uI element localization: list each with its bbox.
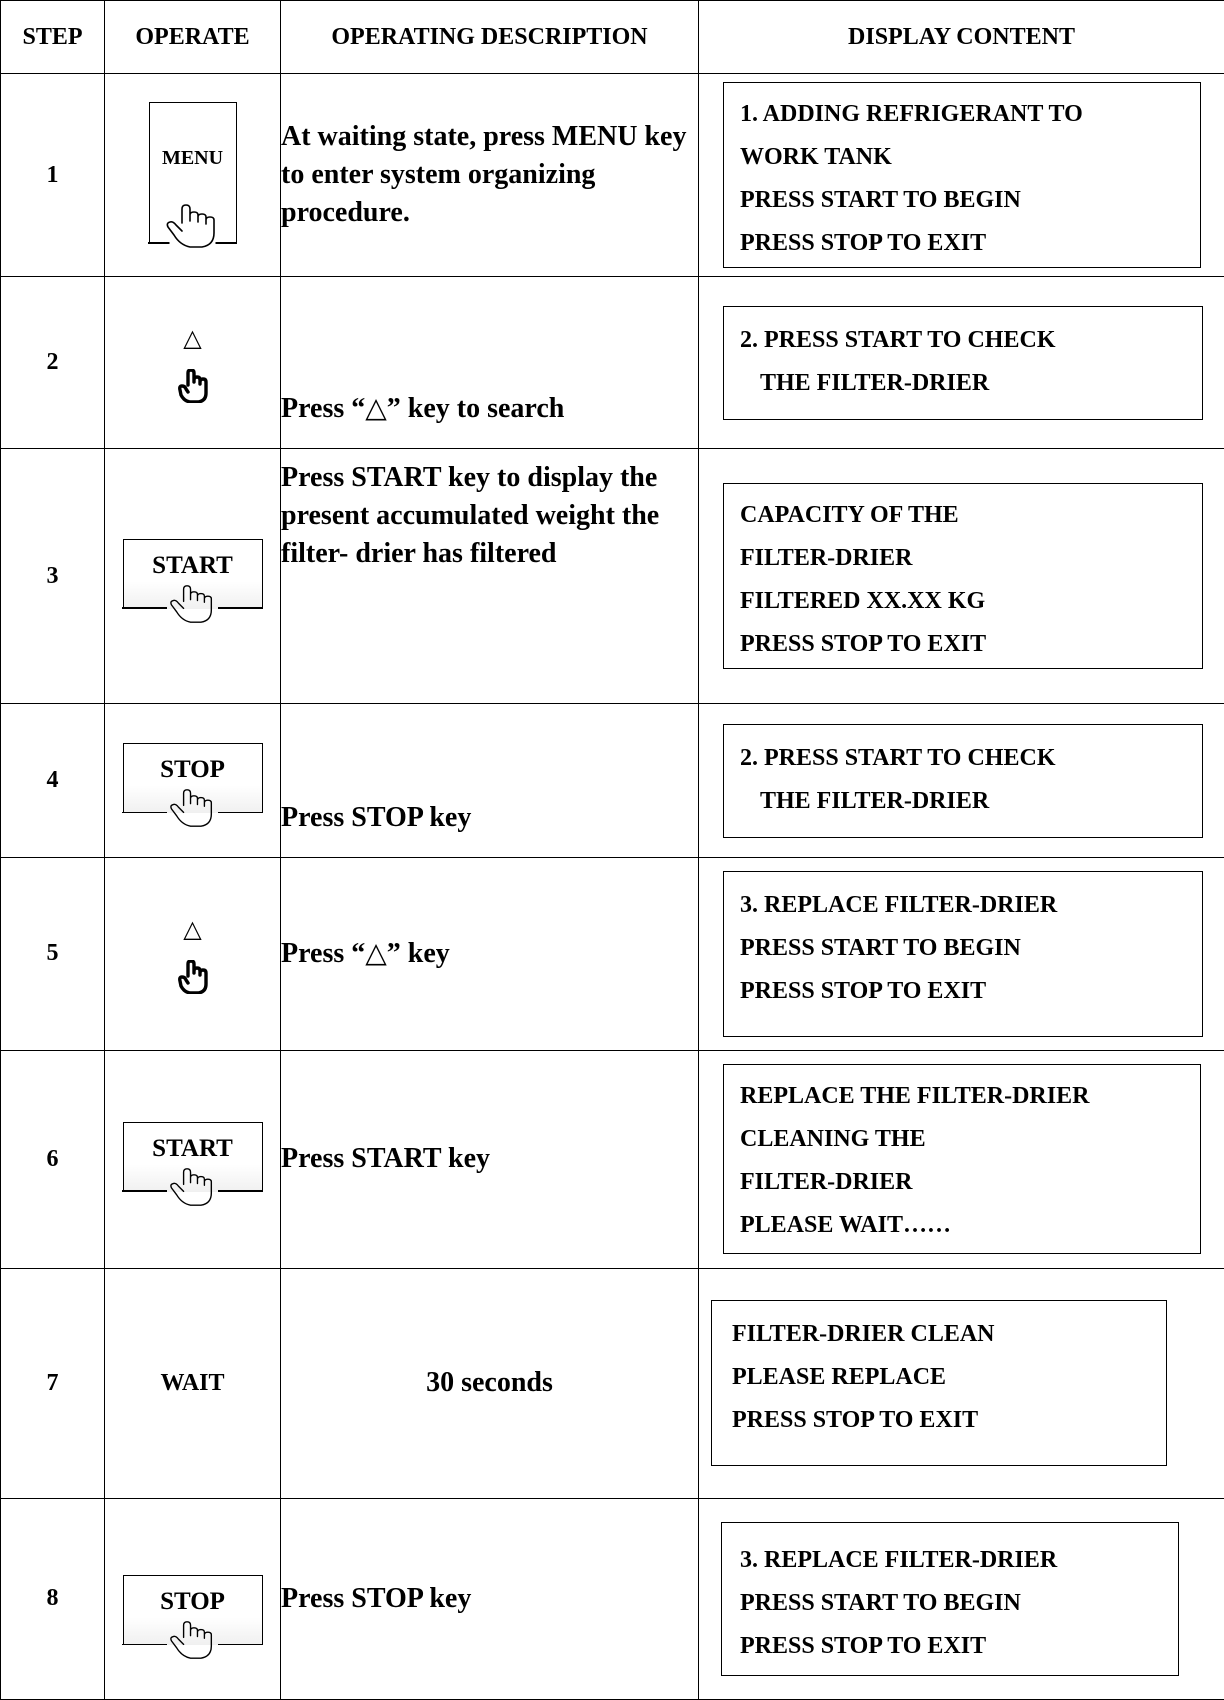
key-label: STOP <box>160 1588 225 1616</box>
display-line: PRESS STOP TO EXIT <box>740 230 987 257</box>
table-row <box>1 1050 1224 1268</box>
display-line: 2. PRESS START TO CHECK <box>740 744 1056 771</box>
operate-cell <box>105 449 281 704</box>
table-row <box>1 1268 1224 1498</box>
operate-cell <box>105 857 281 1050</box>
step-number: 2 <box>1 277 105 449</box>
description-cell: At waiting state, press MENU key to enter system organizing procedure. <box>281 74 699 277</box>
description-cell: Press “△” key to search <box>281 277 699 449</box>
wait-label: WAIT <box>160 1369 225 1396</box>
display-line: REPLACE THE FILTER-DRIER <box>740 1083 1090 1110</box>
operate-cell <box>105 1050 281 1268</box>
display-cell <box>699 1268 1224 1498</box>
table-row <box>1 74 1224 277</box>
hand-press-icon <box>168 1616 220 1664</box>
step-number: 7 <box>1 1268 105 1498</box>
display-cell <box>699 449 1224 704</box>
display-cell <box>699 277 1224 449</box>
stop-key-button[interactable] <box>123 743 263 813</box>
display-line: PRESS START TO BEGIN <box>740 1589 1021 1616</box>
menu-key-button[interactable] <box>149 102 237 244</box>
display-line: THE FILTER-DRIER <box>760 787 990 814</box>
display-line: PRESS STOP TO EXIT <box>740 1632 987 1659</box>
display-line: 2. PRESS START TO CHECK <box>740 326 1056 353</box>
display-cell <box>699 1498 1224 1699</box>
display-line: 3. REPLACE FILTER-DRIER <box>740 891 1058 918</box>
display-line: PRESS STOP TO EXIT <box>740 977 987 1004</box>
pointing-hand-icon <box>178 369 208 403</box>
step-number: 5 <box>1 857 105 1050</box>
display-line: WORK TANK <box>740 144 892 171</box>
hand-press-icon <box>168 580 220 628</box>
header-display: DISPLAY CONTENT <box>699 1 1224 74</box>
display-line: 1. ADDING REFRIGERANT TO <box>740 101 1083 128</box>
step-number: 3 <box>1 449 105 704</box>
start-key-button[interactable] <box>123 539 263 609</box>
display-line: FILTER-DRIER <box>740 545 913 572</box>
display-line: FILTER-DRIER <box>740 1169 913 1196</box>
display-screen <box>723 483 1203 669</box>
description-cell: 30 seconds <box>281 1268 699 1498</box>
display-line: PLEASE WAIT…… <box>740 1212 951 1239</box>
step-number: 8 <box>1 1498 105 1699</box>
pointing-hand-icon <box>178 960 208 994</box>
display-screen <box>723 306 1203 420</box>
display-screen <box>723 1064 1201 1254</box>
display-line: FILTERED XX.XX KG <box>740 588 986 615</box>
hand-press-icon <box>164 203 224 249</box>
key-label: START <box>152 1134 233 1162</box>
display-line: 3. REPLACE FILTER-DRIER <box>740 1546 1058 1573</box>
header-step: STEP <box>1 1 105 74</box>
operate-cell <box>105 1268 281 1498</box>
display-line: FILTER-DRIER CLEAN <box>732 1321 995 1348</box>
operate-cell <box>105 74 281 277</box>
up-arrow-key-symbol[interactable]: △ <box>183 323 202 352</box>
key-label: MENU <box>161 146 224 169</box>
display-screen <box>721 1522 1179 1676</box>
description-cell: Press “△” key <box>281 857 699 1050</box>
display-line: CAPACITY OF THE <box>740 502 959 529</box>
display-cell <box>699 1050 1224 1268</box>
description-cell: Press START key <box>281 1050 699 1268</box>
up-arrow-key-symbol[interactable]: △ <box>183 914 202 943</box>
table-row <box>1 449 1224 704</box>
step-number: 1 <box>1 74 105 277</box>
step-number: 4 <box>1 704 105 857</box>
display-screen <box>723 871 1203 1037</box>
display-line: PRESS START TO BEGIN <box>740 934 1021 961</box>
table-row <box>1 1498 1224 1699</box>
display-line: CLEANING THE <box>740 1126 926 1153</box>
key-label: STOP <box>160 756 225 784</box>
display-screen <box>723 724 1203 838</box>
hand-press-icon <box>168 784 220 832</box>
header-operate: OPERATE <box>105 1 281 74</box>
display-line: PRESS START TO BEGIN <box>740 187 1021 214</box>
table-row <box>1 704 1224 857</box>
step-number: 6 <box>1 1050 105 1268</box>
display-line: PRESS STOP TO EXIT <box>740 631 987 658</box>
stop-key-button[interactable] <box>123 1575 263 1645</box>
header-row <box>1 1 1224 74</box>
display-line: PLEASE REPLACE <box>732 1364 947 1391</box>
display-line: PRESS STOP TO EXIT <box>732 1407 979 1434</box>
display-screen <box>711 1300 1167 1466</box>
table-row <box>1 857 1224 1050</box>
description-cell: Press STOP key <box>281 704 699 857</box>
start-key-button[interactable] <box>123 1122 263 1192</box>
header-description: OPERATING DESCRIPTION <box>281 1 699 74</box>
description-cell: Press START key to display the present accumulated weight the filter- drier has filtered <box>281 449 699 704</box>
display-cell <box>699 704 1224 857</box>
operate-cell <box>105 277 281 449</box>
hand-press-icon <box>168 1163 220 1211</box>
table-row <box>1 277 1224 449</box>
operate-cell <box>105 1498 281 1699</box>
description-cell: Press STOP key <box>281 1498 699 1699</box>
display-cell <box>699 857 1224 1050</box>
display-cell <box>699 74 1224 277</box>
operate-cell <box>105 704 281 857</box>
key-label: START <box>152 551 233 579</box>
display-screen <box>723 82 1201 268</box>
display-line: THE FILTER-DRIER <box>760 369 990 396</box>
